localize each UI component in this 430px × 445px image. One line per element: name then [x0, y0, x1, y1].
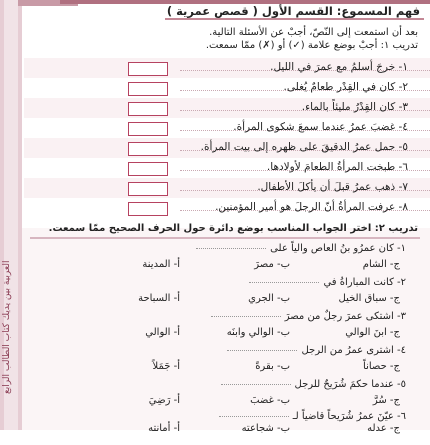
answer-box[interactable]: [128, 162, 168, 176]
statement-text: ٢- كان في القِدْر طعامٌ يُغلى.: [283, 81, 408, 93]
section-title: [167, 4, 420, 18]
instruction-line-1: بعد أن استمعت إلى النّصّ، أجبْ عن الأسئلة التالية.: [209, 27, 418, 38]
option-c[interactable]: ج- سباق الخيل: [338, 293, 400, 304]
answer-box[interactable]: [128, 122, 168, 136]
answer-box[interactable]: [128, 142, 168, 156]
statement-text: ٨- عرفت المرأةُ أنّ الرجلَ هو أمير المؤمنين.: [215, 201, 408, 213]
option-b[interactable]: ب- الوالي وابنَه: [226, 327, 290, 338]
statement-text: ٣- كان القِدْرُ مليئاً بالماء.: [301, 101, 408, 113]
statement-row: [24, 58, 430, 78]
option-a[interactable]: أ- جَمَلاً: [152, 361, 180, 372]
statement-row: [24, 158, 430, 178]
option-c[interactable]: ج- حصاناً: [363, 361, 400, 372]
option-a[interactable]: أ- رَضِيَ: [148, 395, 180, 406]
answer-box[interactable]: [128, 202, 168, 216]
question-stem: ٢- كانت المباراةُ في: [249, 277, 406, 288]
option-b[interactable]: ب- بقرةً: [255, 361, 290, 372]
option-a[interactable]: أ- أمانته: [148, 423, 180, 434]
option-a[interactable]: أ- المدينة: [142, 259, 180, 270]
answer-box[interactable]: [128, 62, 168, 76]
title-underline: [165, 18, 424, 20]
answer-box[interactable]: [128, 182, 168, 196]
option-a[interactable]: أ- الوالي: [145, 327, 180, 338]
answer-box[interactable]: [128, 82, 168, 96]
book-title-vertical: العربية بين يديك كتاب الطالب الرابع: [2, 260, 12, 395]
option-c[interactable]: ج- الشام: [362, 259, 400, 270]
question-stem: ٥- عندما حكمَ شُرَيحٌ للرجل: [221, 379, 406, 390]
statement-row: [24, 78, 430, 98]
question-stem: ٦- عيّنَ عمرُ شُرَيحاً قاضياً لـ: [219, 411, 406, 422]
statement-text: ٥- حمل عمرُ الدقيقَ على ظهره إلى بيت المرأة.: [200, 141, 408, 153]
option-c[interactable]: ج- عدله: [367, 423, 400, 434]
option-b[interactable]: ب- غضبَ: [250, 395, 290, 406]
answer-box[interactable]: [128, 102, 168, 116]
statement-text: ١- خرجَ أسلمُ مع عمرَ في الليل.: [270, 61, 408, 73]
exercise-2-title: تدريب ٢: اختر الجواب المناسب بوضع دائرة حول الحرف الصحيح ممّا سمعت.: [48, 223, 418, 234]
option-a[interactable]: أ- السباحة: [138, 293, 180, 304]
instructions: [206, 26, 418, 52]
statement-row: [24, 138, 430, 158]
statement-row: [24, 118, 430, 138]
statement-text: ٦- طبخت المرأةُ الطعامَ لأولادها.: [266, 161, 408, 173]
question-stem: ٣- اشتكى عمرَ رجلٌ من مصرَ: [211, 311, 406, 322]
option-b[interactable]: ب- الجري: [248, 293, 290, 304]
section-title-text: فهم المسموع: القسم الأول ( قصص عمرية ): [166, 4, 420, 18]
statement-row: [24, 198, 430, 218]
option-c[interactable]: ج- سُرَّ: [372, 395, 400, 406]
statement-row: [24, 98, 430, 118]
option-b[interactable]: ب- شجاعته: [241, 423, 290, 434]
instruction-line-2: تدريب ١: أجبْ بوضع علامة (✓) أو (✗) ممّا سمعت.: [205, 40, 418, 51]
side-margin: [0, 0, 22, 430]
question-stem: ٤- اشترى عمرُ من الرجل: [227, 345, 406, 356]
option-c[interactable]: ج- ابنَ الوالي: [345, 327, 400, 338]
statement-text: ٧- ذهب عمرُ قبلَ أن يأكلَ الأطفال.: [257, 181, 408, 193]
statement-text: ٤- غضبَ عمرُ عندما سمعَ شكوى المرأة.: [233, 121, 408, 133]
statement-row: [24, 178, 430, 198]
question-stem: ١- كان عمرُو بنُ العاص والياً على: [196, 243, 406, 254]
option-b[interactable]: ب- مصرَ: [254, 259, 290, 270]
